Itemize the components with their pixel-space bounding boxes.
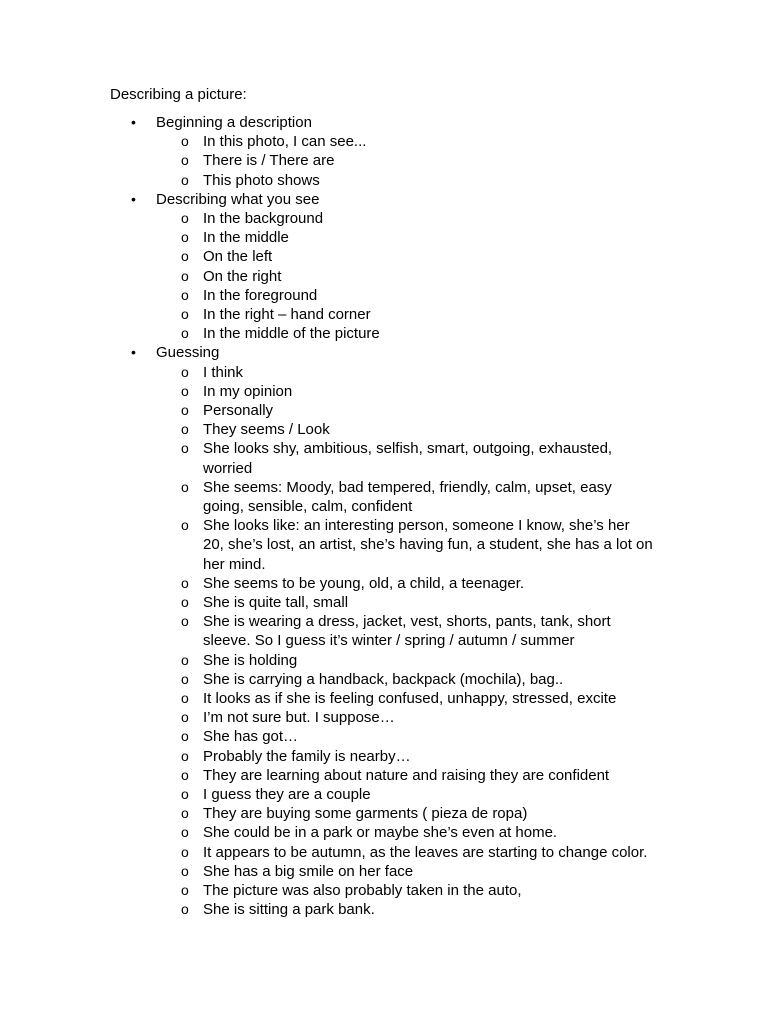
list-item-text: On the right — [203, 267, 282, 285]
list-item — [0, 804, 653, 823]
outline-section — [0, 343, 768, 919]
list-item-text: On the left — [203, 248, 273, 266]
bullet-icon: • — [131, 190, 136, 207]
list-item — [0, 267, 653, 286]
list-item-text: In the middle of the picture — [203, 325, 380, 343]
sub-bullet-icon: o — [181, 651, 189, 668]
sub-bullet-icon: o — [181, 171, 189, 188]
list-item — [0, 286, 653, 305]
sub-bullet-icon: o — [181, 209, 189, 226]
sub-bullet-icon: o — [181, 306, 189, 322]
list-item-text: Probably the family is nearby… — [203, 747, 411, 765]
list-item — [0, 708, 653, 727]
list-item-text: In my opinion — [203, 382, 293, 400]
list-item — [0, 151, 653, 170]
sub-bullet-icon: o — [181, 133, 189, 150]
sub-bullet-icon: o — [181, 363, 189, 380]
sub-bullet-icon: o — [181, 382, 189, 399]
list-item-text: She is wearing a dress, jacket, vest, shorts, pants, tank, short sleeve. So I guess it’s winter / spring / autumn / summer — [203, 613, 611, 650]
sub-bullet-icon: o — [181, 594, 189, 611]
list-item — [0, 209, 653, 228]
list-item-text: In this photo, I can see... — [203, 133, 367, 151]
list-item-text: She is carrying a handback, backpack (mochila), bag.. — [203, 670, 564, 688]
section-label: Describing what you see — [156, 190, 320, 208]
sub-bullet-icon: o — [181, 747, 189, 764]
sub-bullet-icon: o — [181, 325, 189, 342]
list-item-text: I’m not sure but. I suppose… — [203, 709, 395, 727]
list-item — [0, 305, 653, 324]
list-item-text: She looks shy, ambitious, selfish, smart, outgoing, exhausted, worried — [203, 440, 613, 477]
sub-bullet-icon: o — [181, 286, 189, 303]
list-item — [0, 670, 653, 689]
list-item-text: She seems to be young, old, a child, a teenager. — [203, 574, 525, 592]
sub-bullet-icon: o — [181, 517, 189, 534]
sub-bullet-icon: o — [181, 670, 189, 687]
sub-bullet-icon: o — [181, 152, 189, 169]
list-item-text: She looks like: an interesting person, someone I know, she’s her 20, she’s lost, an artist, she’s having fun, a student, she has a lot on her mind. — [203, 517, 653, 573]
section-heading — [0, 190, 768, 209]
list-item — [0, 651, 653, 670]
outline-list — [0, 113, 768, 919]
list-item-text: She is holding — [203, 651, 298, 669]
outline-section — [0, 190, 768, 344]
list-item-text: This photo shows — [203, 171, 320, 189]
bullet-icon: • — [131, 114, 136, 130]
list-item — [0, 593, 653, 612]
list-item-text: In the foreground — [203, 286, 318, 304]
sub-bullet-icon: o — [181, 728, 189, 745]
sub-bullet-icon: o — [181, 478, 189, 495]
list-item-text: She has got… — [203, 728, 299, 746]
section-label: Guessing — [156, 344, 220, 362]
sub-bullet-icon: o — [181, 421, 189, 438]
sub-bullet-icon: o — [181, 882, 189, 899]
sub-bullet-icon: o — [181, 786, 189, 803]
list-item — [0, 862, 653, 881]
sub-bullet-icon: o — [181, 690, 189, 707]
outline-section — [0, 113, 768, 190]
list-item-text: There is / There are — [203, 152, 335, 170]
list-item-text: I think — [203, 363, 244, 381]
list-item — [0, 727, 653, 746]
bullet-icon: • — [131, 344, 136, 361]
list-item — [0, 382, 653, 401]
document-title: Describing a picture: — [110, 86, 247, 103]
sub-bullet-icon: o — [181, 402, 189, 418]
list-item-text: She is sitting a park bank. — [203, 901, 375, 919]
sub-bullet-icon: o — [181, 440, 189, 457]
list-item — [0, 228, 653, 247]
list-item-text: I guess they are a couple — [203, 786, 371, 804]
sub-bullet-icon: o — [181, 843, 189, 860]
list-item-text: They are buying some garments ( pieza de ropa) — [203, 805, 528, 823]
section-heading — [0, 343, 768, 362]
list-item — [0, 574, 653, 593]
list-item-text: She is quite tall, small — [203, 594, 349, 612]
list-item — [0, 363, 653, 382]
sub-bullet-icon: o — [181, 824, 189, 841]
list-item-text: They are learning about nature and raising they are confident — [203, 766, 610, 784]
list-item — [0, 612, 653, 650]
list-item-text: In the right – hand corner — [203, 306, 371, 323]
list-item — [0, 439, 653, 477]
list-item-text: They seems / Look — [203, 421, 330, 439]
list-item-text: In the middle — [203, 229, 289, 247]
list-item — [0, 171, 653, 190]
list-item — [0, 747, 653, 766]
list-item-text: Personally — [203, 402, 274, 419]
list-item-text: It appears to be autumn, as the leaves are starting to change color. — [203, 843, 648, 861]
section-label: Beginning a description — [156, 114, 312, 131]
list-item — [0, 900, 653, 919]
sub-bullet-icon: o — [181, 805, 189, 822]
list-item — [0, 401, 653, 420]
list-item-text: The picture was also probably taken in the auto, — [203, 882, 522, 900]
list-item — [0, 766, 653, 785]
list-item — [0, 324, 653, 343]
sub-bullet-icon: o — [181, 248, 189, 265]
list-item-text: It looks as if she is feeling confused, unhappy, stressed, excite — [203, 690, 617, 708]
list-item — [0, 516, 653, 574]
list-item — [0, 247, 653, 266]
list-item — [0, 420, 653, 439]
sub-bullet-icon: o — [181, 613, 189, 630]
list-item-text: She could be in a park or maybe she’s even at home. — [203, 824, 558, 842]
list-item — [0, 843, 653, 862]
list-item — [0, 132, 653, 151]
list-item-text: She seems: Moody, bad tempered, friendly, calm, upset, easy going, sensible, calm, confident — [203, 478, 612, 516]
section-heading — [0, 113, 768, 132]
list-item-text: In the background — [203, 209, 324, 227]
list-item — [0, 881, 653, 900]
list-item — [0, 785, 653, 804]
sub-bullet-icon: o — [181, 229, 189, 246]
list-item — [0, 478, 653, 516]
sub-bullet-icon: o — [181, 766, 189, 783]
list-item — [0, 823, 653, 842]
sub-bullet-icon: o — [181, 862, 189, 879]
sub-bullet-icon: o — [181, 267, 189, 284]
sub-bullet-icon: o — [181, 574, 189, 591]
sub-bullet-icon: o — [181, 709, 189, 726]
list-item — [0, 689, 653, 708]
list-item-text: She has a big smile on her face — [203, 862, 414, 880]
sub-bullet-icon: o — [181, 901, 189, 918]
